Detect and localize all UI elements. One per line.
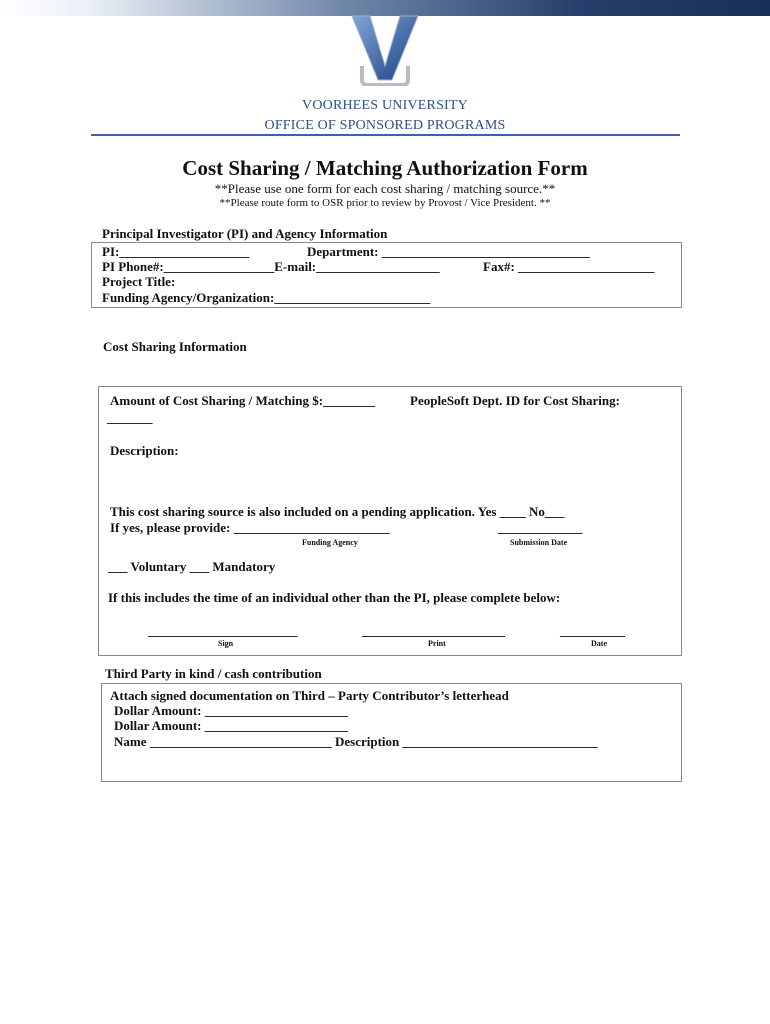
description-field[interactable]: Description: [110, 443, 179, 458]
print-caption: Print [428, 639, 446, 648]
department-field[interactable]: Department: ________________________________ [307, 244, 590, 259]
university-name: VOORHEES UNIVERSITY [302, 98, 468, 113]
pi-phone-email-field[interactable]: PI Phone#:_________________E-mail:___________________ [102, 259, 440, 274]
funding-agency-field[interactable]: Funding Agency/Organization:________________________ [102, 290, 431, 305]
sign-caption: Sign [218, 639, 234, 648]
peoplesoft-id-label: PeopleSoft Dept. ID for Cost Sharing: [410, 393, 620, 408]
pi-section-heading: Principal Investigator (PI) and Agency Information [102, 226, 388, 241]
third-party-heading: Third Party in kind / cash contribution [105, 666, 322, 681]
if-yes-funding-agency-field[interactable]: If yes, please provide: ________________________ [110, 520, 390, 535]
date-caption: Date [591, 639, 607, 648]
submission-date-field[interactable]: _____________ [498, 520, 583, 535]
voluntary-mandatory-field[interactable]: ___ Voluntary ___ Mandatory [108, 559, 276, 574]
amount-field[interactable]: Amount of Cost Sharing / Matching $:________ [110, 393, 376, 408]
office-name: OFFICE OF SPONSORED PROGRAMS [264, 118, 506, 133]
funding-agency-caption: Funding Agency [302, 538, 358, 547]
pi-field[interactable]: PI:____________________ [102, 244, 250, 259]
print-field[interactable]: ______________________ [362, 623, 505, 638]
form-title: Cost Sharing / Matching Authorization Form [182, 156, 588, 180]
sign-field[interactable]: _______________________ [148, 623, 298, 638]
header-divider [91, 134, 680, 136]
dollar-amount-field-1[interactable]: Dollar Amount: ______________________ [114, 703, 348, 718]
form-note-route-to-osr: **Please route form to OSR prior to review by Provost / Vice President. ** [219, 197, 551, 209]
university-v-logo-icon [346, 14, 424, 86]
pending-application-question[interactable]: This cost sharing source is also included on a pending application. Yes ____ No___ [110, 504, 565, 519]
submission-date-caption: Submission Date [510, 538, 568, 547]
name-description-field[interactable]: Name ____________________________ Description ______________________________ [114, 734, 598, 749]
attach-documentation-instruction: Attach signed documentation on Third – Party Contributor’s letterhead [110, 688, 509, 703]
date-field[interactable]: __________ [560, 623, 625, 638]
fax-field[interactable]: Fax#: _____________________ [483, 259, 655, 274]
dollar-amount-field-2[interactable]: Dollar Amount: ______________________ [114, 718, 348, 733]
form-note-one-per-source: **Please use one form for each cost sharing / matching source.** [214, 181, 556, 196]
cost-sharing-heading: Cost Sharing Information [103, 339, 247, 354]
project-title-field[interactable]: Project Title: [102, 274, 176, 289]
individual-time-instruction: If this includes the time of an individual other than the PI, please complete below: [108, 590, 561, 605]
peoplesoft-id-field[interactable]: _______ [107, 410, 153, 425]
